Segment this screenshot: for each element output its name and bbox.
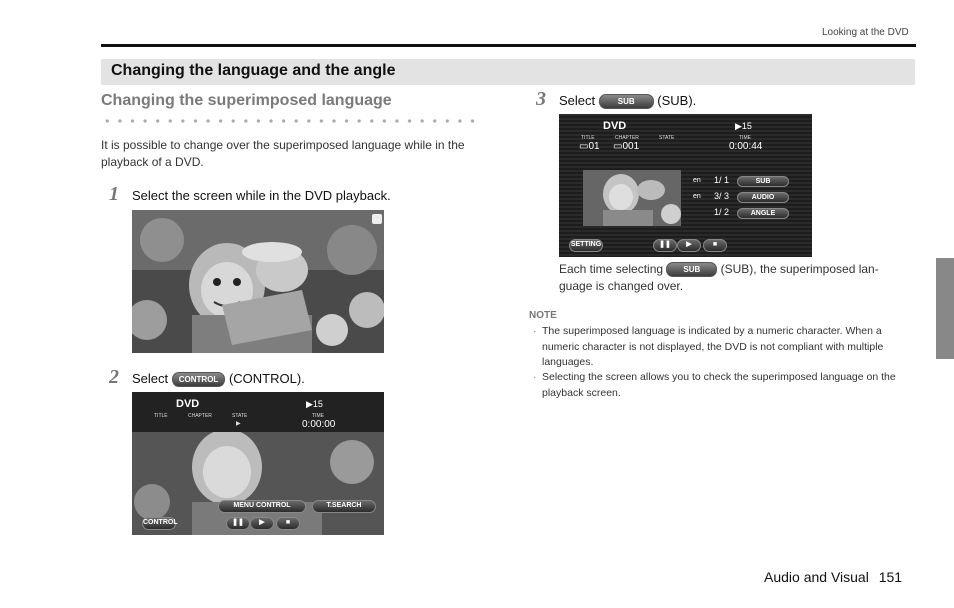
control-screen-info-bar [132,392,384,432]
sub-screen-brand: DVD [603,120,627,132]
sub-time: 0:00:44 [729,141,763,152]
sub-row1-lang: en [693,177,701,184]
audio-button[interactable]: AUDIO [737,192,789,203]
title-icon: ▭ [579,141,589,152]
note-text-1: The superimposed language is indicated by a numeric character. When a numeric character is not displayed, the DVD is not compliant with multiple languages. [542,325,884,368]
corner-icon [372,214,382,224]
step-3-desc-line2: guage is changed over. [559,279,684,293]
step-3-prefix: Select [559,93,596,108]
page-number: 151 [878,569,903,585]
step-3-suffix: (SUB). [657,93,697,108]
sub-row2-lang: en [693,193,701,200]
play-button[interactable]: ▶ [250,517,274,530]
control-state-play-icon: ▶ [236,421,241,427]
control-screen-brand: DVD [176,398,200,410]
top-rule [101,44,916,47]
dvd-playback-image [132,210,384,353]
step-2-number: 2 [109,366,119,388]
step-3-text [559,93,696,109]
menu-control-button[interactable]: MENU CONTROL [218,500,306,513]
control-label-chapter: CHAPTER [188,413,212,419]
pause-button[interactable]: ❚❚ [226,517,250,530]
chapter-icon: ▭ [613,141,623,152]
note-label: NOTE [529,310,557,321]
step-3-description [559,261,919,295]
sub-screen-thumbnail [583,170,681,226]
sub-screen [559,114,812,257]
control-label-title: TITLE [154,413,168,419]
sub-row2-val: 3/ 3 [714,191,730,201]
step-2-prefix: Select [132,371,169,386]
sub-stop-button[interactable]: ■ [703,239,727,252]
note-bullet-2: · [533,371,537,383]
stop-button[interactable]: ■ [276,517,300,530]
dotted-divider [101,118,481,124]
setting-button[interactable]: SETTING [569,239,603,252]
section-title: Changing the language and the angle [111,62,396,79]
note-bullet-1: · [533,325,537,337]
sub-inline-button-2: SUB [666,262,717,277]
sub-title-value: ▭01 [579,141,600,152]
step-3-desc-prefix: Each time selecting [559,262,664,276]
sub-screen-indicator: ▶15 [735,121,752,131]
footer-section: Audio and Visual [764,569,869,585]
side-tab [936,258,954,359]
step-2-suffix: (CONTROL). [228,371,305,386]
step-3-desc-suffix: (SUB), the superimposed lan- [720,262,879,276]
sub-inline-button: SUB [599,94,654,109]
sub-play-button[interactable]: ▶ [677,239,701,252]
subsection-title: Changing the superimposed language [101,92,392,109]
note-item-1 [533,324,910,371]
control-label-time: TIME [312,413,324,419]
sub-button[interactable]: SUB [737,176,789,187]
sub-chapter-value: ▭001 [613,141,640,152]
sub-pause-button[interactable]: ❚❚ [653,239,677,252]
note-text-2: Selecting the screen allows you to check the superimposed language on the playback screen. [542,371,896,399]
sub-label-title: TITLE [581,135,595,141]
doll-scene-illustration [132,210,384,353]
step-3-number: 3 [536,88,546,110]
footer [764,569,902,585]
sub-label-chapter: CHAPTER [615,135,639,141]
control-label-state: STATE [232,413,248,419]
sub-label-time: TIME [739,135,751,141]
running-header: Looking at the DVD [822,27,909,38]
control-inline-button: CONTROL [172,372,226,387]
step-2-text [132,371,305,387]
control-screen [132,392,384,535]
step-1-number: 1 [109,183,119,205]
t-search-button[interactable]: T.SEARCH [312,500,376,513]
sub-row3-val: 1/ 2 [714,207,730,217]
note-item-2 [533,370,910,401]
control-button[interactable]: CONTROL [142,517,176,530]
angle-button[interactable]: ANGLE [737,208,789,219]
sub-row1-val: 1/ 1 [714,175,730,185]
sub-label-state: STATE [659,135,675,141]
control-screen-indicator: ▶15 [306,399,323,409]
control-time: 0:00:00 [302,419,336,430]
intro-text: It is possible to change over the superimposed language while in the playback of a DVD. [101,138,465,169]
step-1-text: Select the screen while in the DVD playback. [132,188,391,203]
